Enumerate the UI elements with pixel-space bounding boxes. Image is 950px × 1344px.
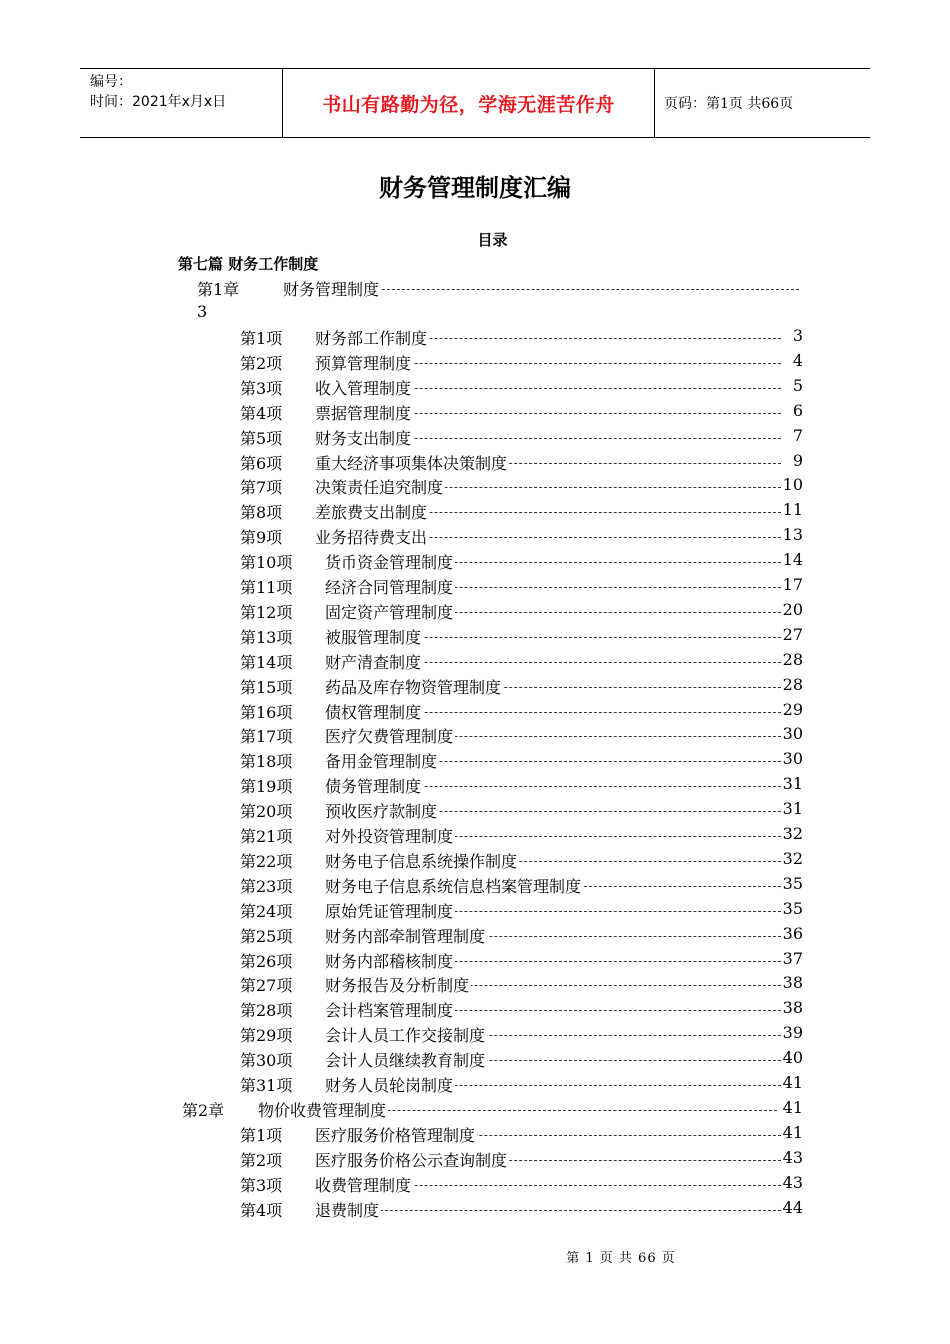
item-page: 39 <box>782 1023 803 1043</box>
item-page: 31 <box>782 799 803 819</box>
chapter-page: 3 <box>197 302 208 321</box>
toc-item[interactable] <box>240 1173 803 1198</box>
item-title: 业务招待费支出 <box>315 528 428 548</box>
toc-item[interactable] <box>240 799 803 824</box>
item-page: 10 <box>782 475 803 495</box>
toc-item[interactable] <box>240 451 803 476</box>
toc-item[interactable] <box>240 749 803 774</box>
item-page: 38 <box>782 973 803 993</box>
item-page: 11 <box>782 500 803 520</box>
item-page: 32 <box>782 848 803 868</box>
item-label: 第23项 <box>240 876 293 896</box>
item-page: 28 <box>782 674 803 694</box>
item-title: 财务内部牵制管理制度 <box>325 926 486 946</box>
toc-item[interactable] <box>240 475 803 500</box>
item-title: 对外投资管理制度 <box>325 827 454 846</box>
item-page: 9 <box>792 450 803 470</box>
item-page: 43 <box>782 1147 803 1167</box>
item-label: 第11项 <box>240 578 293 597</box>
toc-chapter[interactable] <box>182 1098 803 1123</box>
item-label: 第5项 <box>240 428 283 448</box>
toc-item[interactable] <box>240 376 803 401</box>
item-title: 收费管理制度 <box>315 1175 412 1195</box>
item-label: 第13项 <box>240 627 293 647</box>
item-title: 债务管理制度 <box>325 777 422 797</box>
item-page: 41 <box>782 1123 803 1142</box>
item-page: 35 <box>782 873 803 893</box>
item-title: 财务电子信息系统信息档案管理制度 <box>325 876 582 896</box>
document-title: 财务管理制度汇编 <box>379 174 571 202</box>
item-label: 第14项 <box>240 652 293 672</box>
item-page: 31 <box>782 774 803 794</box>
toc-item[interactable] <box>240 973 803 998</box>
item-title: 医疗服务价格公示查询制度 <box>315 1150 508 1170</box>
item-page: 38 <box>782 998 803 1018</box>
item-page: 36 <box>782 923 803 943</box>
item-page: 35 <box>782 898 803 918</box>
item-title: 预收医疗款制度 <box>325 802 438 822</box>
item-title: 财产清查制度 <box>325 652 422 672</box>
item-page: 4 <box>792 350 803 370</box>
item-title: 医疗欠费管理制度 <box>325 727 454 747</box>
toc-item[interactable] <box>240 351 803 376</box>
toc-item[interactable] <box>240 525 803 550</box>
item-page: 27 <box>782 624 803 644</box>
item-label: 第6项 <box>240 453 283 473</box>
chapter-page: 41 <box>782 1098 803 1117</box>
item-title: 经济合同管理制度 <box>325 578 454 597</box>
item-page: 5 <box>792 375 803 395</box>
page-info: 页码：第1页 共66页 <box>664 96 794 112</box>
item-page: 28 <box>782 649 803 669</box>
toc-item[interactable] <box>240 326 803 351</box>
motto: 书山有路勤为径，学海无涯苦作舟 <box>282 69 655 137</box>
item-title: 财务支出制度 <box>315 428 412 448</box>
item-title: 债权管理制度 <box>325 702 422 722</box>
item-title: 会计人员继续教育制度 <box>325 1051 486 1071</box>
toc-item[interactable] <box>240 700 803 725</box>
number-label: 编号： <box>90 74 132 90</box>
item-title: 会计人员工作交接制度 <box>325 1026 486 1046</box>
item-label: 第4项 <box>240 1200 283 1220</box>
item-label: 第22项 <box>240 851 293 871</box>
item-title: 票据管理制度 <box>315 403 412 423</box>
toc-item[interactable] <box>240 550 803 575</box>
item-title: 财务部工作制度 <box>315 329 428 348</box>
part-heading: 第七篇 财务工作制度 <box>178 255 319 273</box>
item-label: 第28项 <box>240 1001 293 1021</box>
toc-item[interactable] <box>240 1073 803 1098</box>
chapter-label: 第2章 <box>182 1101 225 1120</box>
page-header <box>80 68 870 138</box>
item-label: 第19项 <box>240 777 293 797</box>
toc-item[interactable] <box>240 500 803 525</box>
chapter-label: 第1章 <box>197 280 240 299</box>
item-page: 13 <box>782 525 803 545</box>
item-label: 第21项 <box>240 827 293 846</box>
toc-item[interactable] <box>240 1148 803 1173</box>
item-label: 第7项 <box>240 478 283 498</box>
item-title: 财务电子信息系统操作制度 <box>325 851 518 871</box>
item-label: 第9项 <box>240 528 283 548</box>
item-title: 预算管理制度 <box>315 353 412 373</box>
item-page: 6 <box>792 400 803 420</box>
item-page: 17 <box>782 575 803 594</box>
item-title: 退费制度 <box>315 1200 380 1220</box>
item-page: 32 <box>782 824 803 843</box>
toc-item[interactable] <box>240 1023 803 1048</box>
item-title: 会计档案管理制度 <box>325 1001 454 1021</box>
toc-item[interactable] <box>240 998 803 1023</box>
toc-item[interactable] <box>240 949 803 974</box>
toc-item[interactable] <box>240 924 803 949</box>
toc-item[interactable] <box>240 426 803 451</box>
toc-item[interactable] <box>240 1123 803 1148</box>
toc-item[interactable] <box>240 824 803 849</box>
item-label: 第18项 <box>240 752 293 772</box>
item-title: 备用金管理制度 <box>325 752 438 772</box>
item-page: 37 <box>782 948 803 968</box>
toc-title: 目录 <box>477 231 508 249</box>
item-label: 第1项 <box>240 1126 283 1145</box>
item-title: 财务报告及分析制度 <box>325 976 470 996</box>
item-label: 第12项 <box>240 602 293 622</box>
item-label: 第3项 <box>240 1175 283 1195</box>
item-page: 40 <box>782 1048 803 1068</box>
item-label: 第10项 <box>240 553 293 573</box>
item-label: 第31项 <box>240 1076 293 1095</box>
item-label: 第1项 <box>240 329 283 348</box>
toc-item[interactable] <box>240 600 803 625</box>
item-title: 被服管理制度 <box>325 627 422 647</box>
toc-item[interactable] <box>240 874 803 899</box>
item-label: 第3项 <box>240 378 283 398</box>
item-title: 医疗服务价格管理制度 <box>315 1126 476 1145</box>
item-label: 第24项 <box>240 901 293 921</box>
item-page: 29 <box>782 699 803 719</box>
toc-item[interactable] <box>240 899 803 924</box>
item-title: 重大经济事项集体决策制度 <box>315 453 508 473</box>
item-title: 决策责任追究制度 <box>315 478 444 498</box>
item-page: 43 <box>782 1172 803 1192</box>
toc-item[interactable] <box>240 849 803 874</box>
item-label: 第27项 <box>240 976 293 996</box>
page-footer: 第 1 页 共 66 页 <box>566 1251 676 1266</box>
toc-item[interactable] <box>240 724 803 749</box>
item-label: 第25项 <box>240 926 293 946</box>
item-page: 41 <box>782 1073 803 1092</box>
chapter-title: 物价收费管理制度 <box>258 1101 387 1120</box>
toc-item[interactable] <box>240 575 803 600</box>
item-title: 货币资金管理制度 <box>325 553 454 573</box>
toc-item[interactable] <box>240 1198 803 1223</box>
item-label: 第8项 <box>240 503 283 523</box>
item-title: 差旅费支出制度 <box>315 503 428 523</box>
item-label: 第20项 <box>240 802 293 822</box>
chapter-title: 财务管理制度 <box>283 280 380 299</box>
item-label: 第2项 <box>240 1150 283 1170</box>
item-page: 44 <box>782 1197 803 1217</box>
item-label: 第15项 <box>240 677 293 697</box>
time-label: 时间：2021年x月x日 <box>90 94 227 110</box>
toc-item[interactable] <box>240 625 803 650</box>
toc-item[interactable] <box>240 774 803 799</box>
item-title: 药品及库存物资管理制度 <box>325 677 502 697</box>
item-title: 固定资产管理制度 <box>325 602 454 622</box>
item-title: 财务人员轮岗制度 <box>325 1076 454 1095</box>
item-page: 30 <box>782 724 803 744</box>
item-page: 20 <box>782 599 803 619</box>
item-page: 3 <box>792 326 803 345</box>
toc-item[interactable] <box>240 675 803 700</box>
item-label: 第17项 <box>240 727 293 747</box>
toc-item[interactable] <box>240 401 803 426</box>
leader-dashes <box>335 1210 781 1211</box>
item-page: 7 <box>792 425 803 445</box>
item-label: 第26项 <box>240 951 293 971</box>
item-label: 第29项 <box>240 1026 293 1046</box>
item-page: 30 <box>782 749 803 769</box>
item-title: 收入管理制度 <box>315 378 412 398</box>
item-label: 第16项 <box>240 702 293 722</box>
item-title: 财务内部稽核制度 <box>325 951 454 971</box>
toc-item[interactable] <box>240 1048 803 1073</box>
toc-item[interactable] <box>240 650 803 675</box>
item-page: 14 <box>782 550 803 570</box>
header-meta <box>80 69 282 137</box>
item-label: 第30项 <box>240 1051 293 1071</box>
item-label: 第2项 <box>240 353 283 373</box>
item-label: 第4项 <box>240 403 283 423</box>
item-title: 原始凭证管理制度 <box>325 901 454 921</box>
toc-chapter[interactable] <box>197 277 799 302</box>
